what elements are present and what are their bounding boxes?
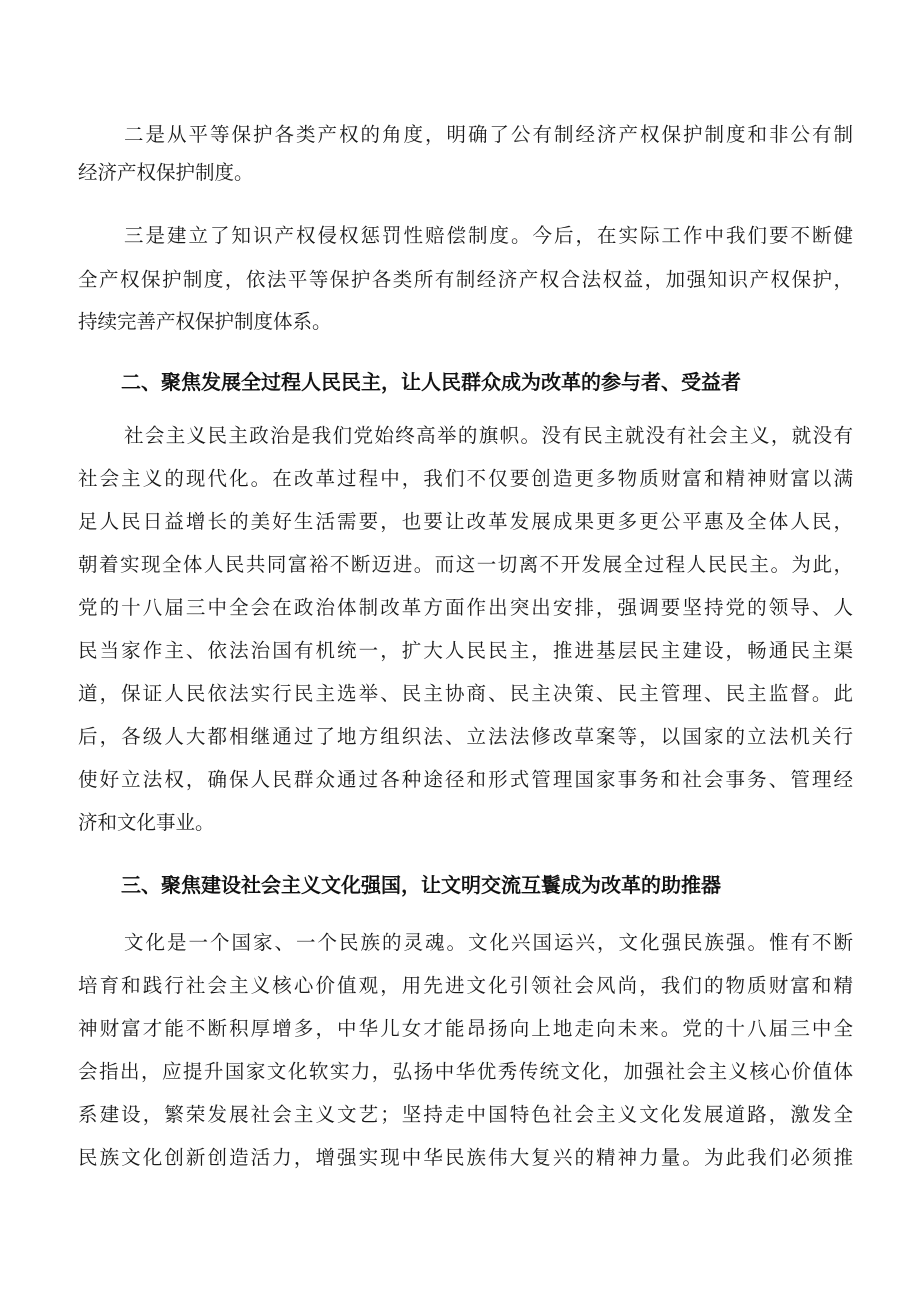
paragraph-3-line-6: 民当家作主、依法治国有机统一，扩大人民民主，推进基层民主建设，畅通民主渠 — [78, 639, 853, 662]
paragraph-3-line-7: 道，保证人民依法实行民主选举、民主协商、民主决策、民主管理、民主监督。此 — [78, 682, 853, 705]
paragraph-4-line-2: 培育和践行社会主义核心价值观，用先进文化引领社会风尚，我们的物质财富和精 — [78, 974, 853, 997]
paragraph-4-line-4: 会指出，应提升国家文化软实力，弘扬中华优秀传统文化，加强社会主义核心价值体 — [78, 1060, 853, 1083]
paragraph-3-line-4: 朝着实现全体人民共同富裕不断迈进。而这一切离不开发展全过程人民民主。为此， — [78, 553, 853, 576]
paragraph-3-line-5: 党的十八届三中全会在政治体制改革方面作出突出安排，强调要坚持党的领导、人 — [78, 596, 853, 619]
paragraph-2-line-1: 三是建立了知识产权侵权惩罚性赔偿制度。今后，在实际工作中我们要不断健 — [124, 224, 853, 247]
paragraph-1-line-2: 经济产权保护制度。 — [78, 161, 254, 184]
paragraph-3-line-8: 后，各级人大都相继通过了地方组织法、立法法修改草案等，以国家的立法机关行 — [78, 725, 853, 748]
paragraph-4-line-6: 民族文化创新创造活力，增强实现中华民族伟大复兴的精神力量。为此我们必须推 — [78, 1146, 853, 1169]
paragraph-3-line-3: 足人民日益增长的美好生活需要，也要让改革发展成果更多更公平惠及全体人民， — [78, 510, 853, 533]
paragraph-2-line-2: 全产权保护制度，依法平等保护各类所有制经济产权合法权益，加强知识产权保护， — [78, 268, 853, 291]
section-heading-2: 二、聚焦发展全过程人民民主，让人民群众成为改革的参与者、受益者 — [121, 370, 741, 394]
paragraph-3-line-9: 使好立法权，确保人民群众通过各种途径和形式管理国家事务和社会事务、管理经 — [78, 768, 853, 791]
paragraph-3-line-10: 济和文化事业。 — [78, 811, 215, 834]
paragraph-1-line-1: 二是从平等保护各类产权的角度，明确了公有制经济产权保护制度和非公有制 — [124, 123, 853, 146]
paragraph-4-line-3: 神财富才能不断积厚增多，中华儿女才能昂扬向上地走向未来。党的十八届三中全 — [78, 1017, 853, 1040]
paragraph-2-line-3: 持续完善产权保护制度体系。 — [78, 310, 332, 333]
paragraph-4-line-1: 文化是一个国家、一个民族的灵魂。文化兴国运兴，文化强民族强。惟有不断 — [124, 931, 853, 954]
paragraph-3-line-1: 社会主义民主政治是我们党始终高举的旗帜。没有民主就没有社会主义，就没有 — [124, 424, 853, 447]
section-heading-3: 三、聚焦建设社会主义文化强国，让文明交流互鬟成为改革的助推器 — [121, 873, 721, 897]
paragraph-3-line-2: 社会主义的现代化。在改革过程中，我们不仅要创造更多物质财富和精神财富以满 — [78, 467, 853, 490]
paragraph-4-line-5: 系建设，繁荣发展社会主义文艺；坚持走中国特色社会主义文化发展道路，激发全 — [78, 1103, 853, 1126]
